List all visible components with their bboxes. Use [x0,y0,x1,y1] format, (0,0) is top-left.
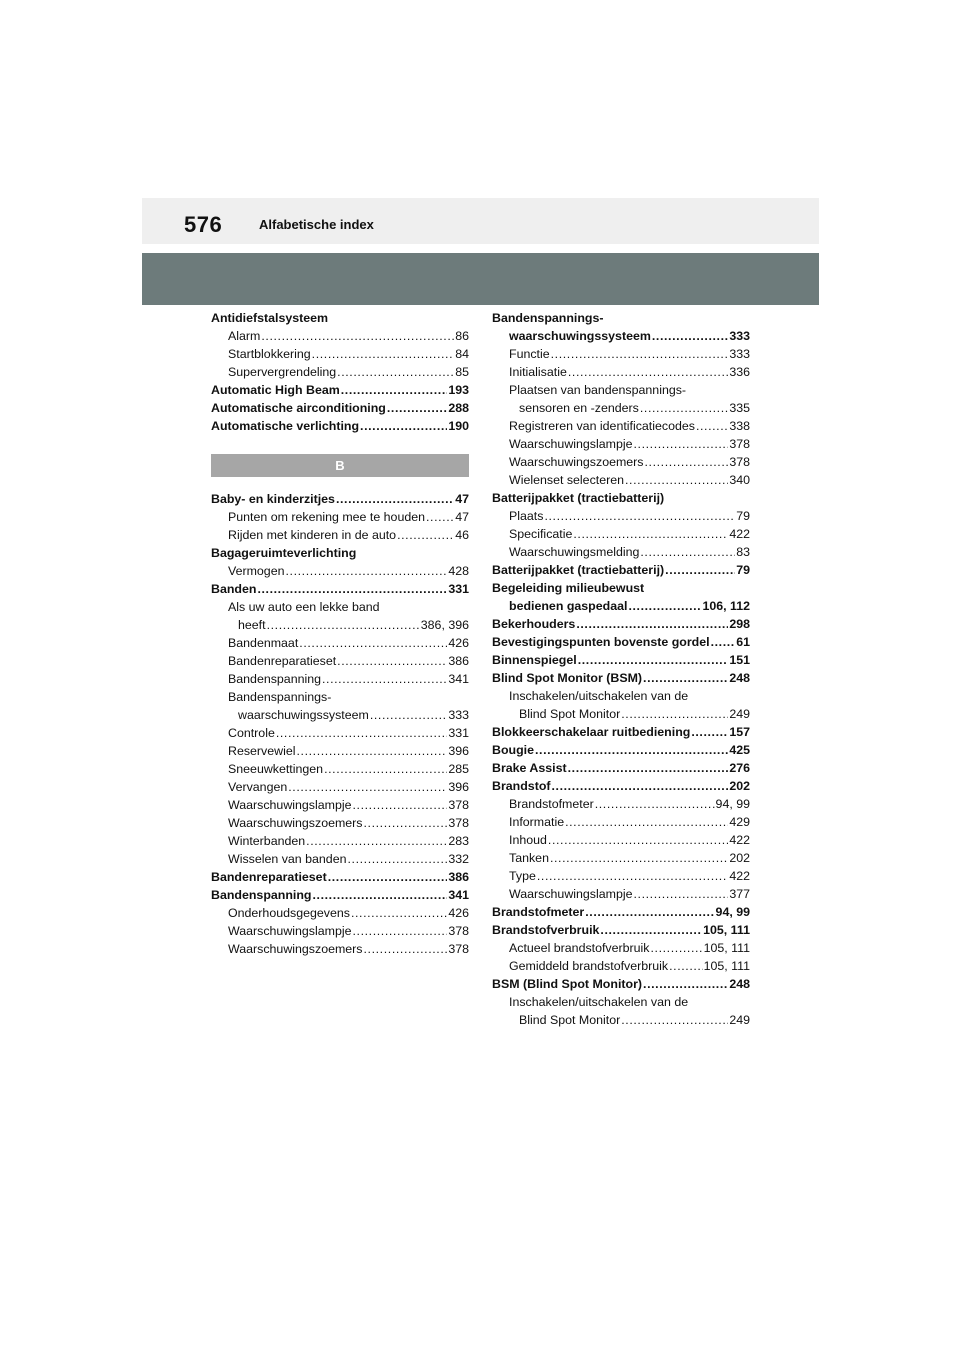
index-entry [211,634,469,652]
index-entry-term: Automatic High Beam [211,383,340,397]
dot-leader [634,435,729,453]
index-entry-page: 106, 112 [702,599,750,613]
index-entry [211,526,469,544]
dot-leader [336,490,454,508]
dot-leader [337,363,454,381]
index-subheading: Inschakelen/uitschakelen van de [509,689,689,703]
index-entry-page: 94, 99 [715,797,750,811]
index-entry-page: 248 [729,977,750,991]
index-entry-page: 288 [448,401,469,415]
index-entry-page: 341 [448,888,469,902]
dot-leader [535,741,728,759]
dot-leader [585,903,714,921]
index-group-b [211,490,469,958]
index-entry [211,886,469,904]
index-heading: Begeleiding milieubewust [492,581,645,595]
index-subheading: Bandenspannings- [228,690,332,704]
index-entry-page: 84 [455,347,469,361]
index-entry [211,940,469,958]
index-entry [211,363,469,381]
dot-leader [568,759,729,777]
index-entry-term: Waarschuwingszoemers [228,942,363,956]
index-entry-term: Gemiddeld brandstofverbruik [509,959,669,973]
dot-leader [322,670,447,688]
index-entry-term: Waarschuwingslampje [228,798,352,812]
index-entry-page: 276 [729,761,750,775]
index-entry-page: 249 [729,1013,750,1027]
dot-leader [347,850,447,868]
dot-leader [426,508,454,526]
index-entry-term: Blind Spot Monitor [519,707,621,721]
index-entry-page: 341 [448,672,469,686]
index-heading: Bandenspannings- [492,311,604,325]
index-entry-page: 298 [729,617,750,631]
index-entry [492,867,750,885]
index-heading: Batterijpakket (tractiebatterij) [492,491,665,505]
index-entry [492,651,750,669]
index-entry-page: 47 [455,510,469,524]
index-subheading: Als uw auto een lekke band [228,600,380,614]
index-entry [492,561,750,579]
dot-leader [537,867,728,885]
index-entry [492,759,750,777]
index-subheading: Inschakelen/uitschakelen van de [509,995,689,1009]
index-entry-page: 202 [729,851,750,865]
index-entry [492,777,750,795]
index-entry-term: Controle [228,726,275,740]
dot-leader [645,453,729,471]
index-entry-page: 425 [729,743,750,757]
index-entry-term: Bandenspanning [228,672,322,686]
index-entry-term: Initialisatie [509,365,567,379]
index-entry-page: 396 [448,780,469,794]
page-number: 576 [184,212,223,237]
index-entry-page: 285 [448,762,469,776]
dot-leader [360,417,447,435]
index-entry-term: Waarschuwingsmelding [509,545,640,559]
index-entry-page: 332 [448,852,469,866]
dot-leader [643,669,728,687]
section-letter-bar: B [211,454,469,477]
dot-leader [364,940,448,958]
dot-leader [397,526,454,544]
dot-leader [552,777,729,795]
index-entry [211,580,469,598]
index-entry-page: 46 [455,528,469,542]
index-entry [492,957,750,975]
index-entry [211,327,469,345]
index-entry-page: 79 [736,509,750,523]
index-entry-page: 386 [448,654,469,668]
index-entry [211,904,469,922]
index-entry-page: 378 [448,924,469,938]
dot-leader [337,652,447,670]
index-entry [211,742,469,760]
dot-leader [696,417,728,435]
index-entry-page: 193 [448,383,469,397]
index-entry-term: Banden [211,582,257,596]
index-entry [492,327,750,345]
index-entry-page: 378 [448,942,469,956]
index-entry-page: 422 [729,527,750,541]
index-entry-page: 94, 99 [715,905,750,919]
index-entry [492,345,750,363]
index-entry [211,868,469,886]
index-entry [492,597,750,615]
index-entry [211,652,469,670]
dot-leader [328,868,448,886]
index-entry [492,1011,750,1029]
dot-leader [548,831,728,849]
index-entry-term: Onderhoudsgegevens [228,906,350,920]
index-entry-term: Plaats [509,509,544,523]
index-entry-term: Inhoud [509,833,547,847]
index-entry-page: 340 [729,473,750,487]
dot-leader [312,345,455,363]
index-entry-term: waarschuwingssysteem [238,708,369,722]
dot-leader [285,562,447,580]
dot-leader [621,1011,728,1029]
index-entry [492,669,750,687]
dot-leader [691,723,728,741]
index-entry-term: Type [509,869,536,883]
index-entry [211,706,469,724]
index-entry [492,543,750,561]
index-entry-page: 429 [729,815,750,829]
index-entry-term: Winterbanden [228,834,306,848]
index-entry [211,922,469,940]
header-band [142,198,819,244]
index-entry-term: waarschuwingssysteem [509,329,651,343]
dot-leader [711,633,736,651]
index-entry-page: 377 [729,887,750,901]
index-entry-term: Brandstofmeter [509,797,594,811]
index-entry-term: Waarschuwingszoemers [509,455,644,469]
dot-leader [651,939,703,957]
dot-leader [643,975,728,993]
dot-leader [665,561,735,579]
dot-leader [341,381,448,399]
index-entry-term: Waarschuwingslampje [509,887,633,901]
index-entry-term: Bandenreparatieset [228,654,337,668]
dot-leader [640,543,735,561]
index-entry [211,796,469,814]
index-entry-page: 190 [448,419,469,433]
index-entry [492,831,750,849]
dot-leader [351,904,447,922]
index-entry [492,435,750,453]
index-entry-term: Automatische verlichting [211,419,360,433]
index-entry-term: Actueel brandstofverbruik [509,941,650,955]
index-entry-page: 151 [729,653,750,667]
index-entry-term: Waarschuwingslampje [228,924,352,938]
index-column-left [211,309,469,958]
index-entry-page: 333 [729,347,750,361]
index-entry-term: Baby- en kinderzitjes [211,492,335,506]
index-entry-page: 47 [455,492,469,506]
dot-leader [261,327,454,345]
index-entry-page: 202 [729,779,750,793]
index-entry-page: 422 [729,869,750,883]
page-title: Alfabetische index [259,217,374,232]
index-entry-page: 426 [448,636,469,650]
index-entry [211,399,469,417]
index-entry-term: Bandenreparatieset [211,870,327,884]
index-entry-term: Automatische airconditioning [211,401,386,415]
index-entry [492,903,750,921]
index-entry-page: 249 [729,707,750,721]
index-entry [211,814,469,832]
index-entry-term: Specificatie [509,527,573,541]
index-entry-page: 248 [729,671,750,685]
index-entry-page: 79 [736,563,750,577]
dot-leader [324,760,447,778]
decorative-band [142,253,819,305]
index-entry-term: Batterijpakket (tractiebatterij) [492,563,665,577]
index-entry-term: Vervangen [228,780,288,794]
index-entry [492,813,750,831]
dot-leader [565,813,728,831]
index-entry [492,363,750,381]
dot-leader [551,345,729,363]
index-entry [492,705,750,723]
index-entry-term: Binnenspiegel [492,653,577,667]
dot-leader [544,507,735,525]
index-entry-page: 83 [736,545,750,559]
index-entry-page: 378 [729,437,750,451]
dot-leader [267,616,420,634]
index-entry-page: 85 [455,365,469,379]
index-entry-term: Brandstofverbruik [492,923,600,937]
dot-leader [573,525,728,543]
dot-leader [306,832,447,850]
index-entry-page: 333 [729,329,750,343]
index-entry-page: 86 [455,329,469,343]
index-entry [211,724,469,742]
dot-leader [353,796,448,814]
index-entry-term: Waarschuwingslampje [509,437,633,451]
index-entry-page: 378 [448,816,469,830]
index-entry-term: Tanken [509,851,549,865]
index-entry-page: 333 [448,708,469,722]
index-entry-term: Punten om rekening mee te houden [228,510,426,524]
dot-leader [621,705,728,723]
dot-leader [276,724,447,742]
index-entry [492,507,750,525]
dot-leader [353,922,448,940]
index-entry [211,381,469,399]
index-entry [211,850,469,868]
index-entry-page: 386 [448,870,469,884]
dot-leader [669,957,702,975]
index-heading: Antidiefstalsysteem [211,311,329,325]
index-entry [492,795,750,813]
dot-leader [652,327,728,345]
index-entry-term: Brandstof [492,779,551,793]
index-entry-page: 396 [448,744,469,758]
index-group-right [492,309,750,1029]
index-entry-term: Wielenset selecteren [509,473,625,487]
index-entry-term: Waarschuwingszoemers [228,816,363,830]
index-entry-term: Reservewiel [228,744,296,758]
index-entry-term: Brake Assist [492,761,567,775]
index-entry [492,849,750,867]
index-entry-term: Blind Spot Monitor [519,1013,621,1027]
index-entry [211,508,469,526]
index-entry-page: 331 [448,726,469,740]
index-entry [492,975,750,993]
index-entry-term: Startblokkering [228,347,311,361]
index-entry-term: Supervergrendeling [228,365,337,379]
index-entry-page: 105, 111 [703,959,750,973]
index-entry-term: Brandstofmeter [492,905,585,919]
index-entry [492,939,750,957]
index-entry-term: Alarm [228,329,261,343]
index-column-right [492,309,750,1029]
index-entry-term: Registreren van identificatiecodes [509,419,695,433]
index-entry-term: Informatie [509,815,565,829]
index-entry-term: Blind Spot Monitor (BSM) [492,671,643,685]
index-entry-term: Bekerhouders [492,617,576,631]
index-entry-term: Bevestigingspunten bovenste gordel [492,635,710,649]
index-entry [211,345,469,363]
dot-leader [625,471,728,489]
index-entry-page: 283 [448,834,469,848]
index-entry-page: 336 [729,365,750,379]
index-entry-page: 378 [448,798,469,812]
index-entry-term: Rijden met kinderen in de auto [228,528,397,542]
index-entry [211,760,469,778]
index-entry [492,417,750,435]
index-entry [492,525,750,543]
index-entry [492,921,750,939]
index-entry-term: Sneeuwkettingen [228,762,324,776]
index-entry [492,399,750,417]
index-entry [492,471,750,489]
index-entry [211,562,469,580]
index-entry [492,615,750,633]
dot-leader [576,615,728,633]
dot-leader [257,580,447,598]
index-entry-term: Wisselen van banden [228,852,347,866]
index-entry-term: Blokkeerschakelaar ruitbediening [492,725,691,739]
index-entry-term: Bougie [492,743,534,757]
dot-leader [288,778,447,796]
index-entry-page: 335 [729,401,750,415]
dot-leader [387,399,447,417]
index-entry-term: BSM (Blind Spot Monitor) [492,977,643,991]
dot-leader [364,814,448,832]
dot-leader [299,634,447,652]
index-entry [492,741,750,759]
index-entry-page: 422 [729,833,750,847]
index-entry-term: Functie [509,347,550,361]
index-entry [492,723,750,741]
index-entry [492,633,750,651]
index-entry-term: bedienen gaspedaal [509,599,628,613]
index-entry-term: Vermogen [228,564,285,578]
index-entry [211,417,469,435]
index-entry-page: 105, 111 [703,923,750,937]
dot-leader [550,849,728,867]
index-entry [211,670,469,688]
index-heading: Bagageruimteverlichting [211,546,357,560]
index-entry-page: 378 [729,455,750,469]
index-entry [211,490,469,508]
index-entry [211,778,469,796]
index-entry [492,453,750,471]
index-entry [211,616,469,634]
index-entry-page: 105, 111 [703,941,750,955]
index-entry-page: 428 [448,564,469,578]
index-entry-page: 426 [448,906,469,920]
dot-leader [370,706,447,724]
dot-leader [634,885,729,903]
dot-leader [600,921,702,939]
index-entry-page: 157 [729,725,750,739]
index-entry-page: 331 [448,582,469,596]
dot-leader [595,795,715,813]
index-entry-term: Bandenspanning [211,888,312,902]
index-entry [492,885,750,903]
dot-leader [313,886,448,904]
index-entry-page: 61 [736,635,750,649]
index-entry-term: sensoren en -zenders [519,401,639,415]
index-group-a [211,309,469,435]
dot-leader [568,363,728,381]
index-entry [211,832,469,850]
index-entry-term: heeft [238,618,266,632]
dot-leader [640,399,728,417]
dot-leader [628,597,701,615]
dot-leader [296,742,447,760]
index-subheading: Plaatsen van bandenspannings- [509,383,687,397]
index-entry-term: Bandenmaat [228,636,299,650]
index-entry-page: 386, 396 [420,618,469,632]
index-entry-page: 338 [729,419,750,433]
dot-leader [578,651,729,669]
